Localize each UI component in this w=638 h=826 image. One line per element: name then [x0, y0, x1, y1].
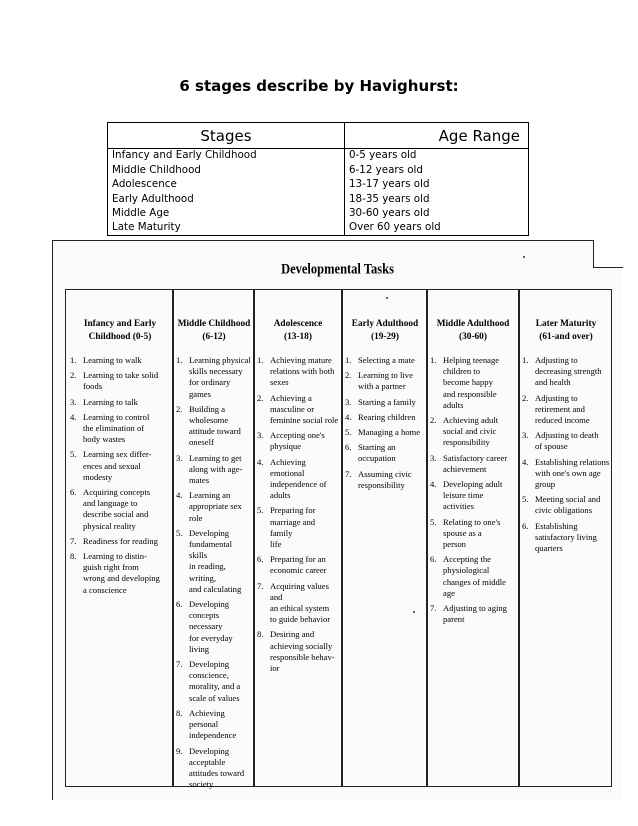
- task-number: 7.: [70, 535, 77, 546]
- task-item: [70, 551, 170, 596]
- task-text: Developing concepts necessary for everyday living: [189, 599, 233, 654]
- task-item: [257, 554, 339, 576]
- task-text: Adjusting to decreasing strength and health: [535, 355, 602, 388]
- task-text: Establishing relations with one's own age group: [535, 456, 610, 490]
- table-row: [108, 178, 529, 193]
- stage-cell: Late Maturity: [108, 221, 345, 236]
- task-number: 5.: [257, 505, 264, 516]
- task-text: Meeting social and civic obligations: [535, 494, 601, 516]
- task-item: [430, 517, 516, 551]
- task-text: Readiness for reading: [83, 535, 158, 546]
- task-text: Achieving a masculine or feminine social role: [270, 392, 339, 426]
- task-number: 8.: [176, 707, 183, 718]
- task-text: Rearing children: [358, 411, 416, 422]
- task-number: 6.: [522, 520, 529, 531]
- tasks-column: [430, 318, 516, 629]
- task-number: 3.: [345, 396, 352, 407]
- task-list: [176, 355, 252, 790]
- task-list: [430, 355, 516, 625]
- task-item: [257, 355, 339, 389]
- task-text: Preparing for marriage and family life: [270, 505, 316, 550]
- task-item: [176, 599, 252, 655]
- task-item: [176, 708, 252, 742]
- age-range-cell: 0-5 years old: [345, 149, 529, 164]
- task-item: [430, 453, 516, 475]
- column-header: Adolescence (13-18): [273, 319, 323, 342]
- task-item: [345, 427, 425, 438]
- task-item: [345, 412, 425, 423]
- task-number: 9.: [176, 745, 183, 756]
- task-number: 6.: [70, 487, 77, 498]
- column-header: Middle Childhood (6-12): [177, 319, 251, 342]
- task-text: Achieving mature relations with both sexes: [270, 355, 335, 388]
- task-item: [70, 370, 170, 392]
- task-text: Establishing satisfactory living quarters: [535, 520, 597, 554]
- age-range-cell: 30-60 years old: [345, 207, 529, 222]
- task-text: Developing conscience, morality, and a scale of values: [189, 659, 241, 703]
- task-item: [176, 355, 252, 400]
- task-number: 1.: [522, 355, 529, 365]
- task-number: 5.: [522, 494, 529, 505]
- stage-cell: Middle Age: [108, 207, 345, 222]
- task-number: 7.: [257, 580, 264, 591]
- task-number: 2.: [176, 403, 183, 414]
- task-item: [522, 494, 610, 516]
- task-item: [176, 404, 252, 449]
- task-list: [70, 355, 170, 596]
- task-text: Preparing for an economic career: [270, 554, 327, 576]
- task-text: Adjusting to death of spouse: [535, 430, 599, 452]
- task-number: 3.: [257, 430, 264, 441]
- task-number: 1.: [257, 355, 264, 365]
- task-text: Acquiring concepts and language to describe social and physical reality: [83, 487, 151, 531]
- stage-cell: Middle Childhood: [108, 163, 345, 178]
- task-item: [257, 581, 339, 626]
- header-age-range: Age Range: [345, 123, 529, 149]
- task-item: [345, 442, 425, 464]
- task-text: Adjusting to aging parent: [443, 603, 507, 625]
- column-divider: [172, 290, 174, 786]
- task-item: [430, 415, 516, 449]
- task-text: Accepting one's physique: [270, 430, 325, 452]
- header-stages: Stages: [108, 123, 345, 149]
- task-text: Adjusting to retirement and reduced income: [535, 392, 590, 426]
- task-text: Learning physical skills necessary for ordinary games: [189, 355, 251, 399]
- task-text: Developing fundamental skills in reading, writing, and calculating: [189, 527, 242, 594]
- task-text: Learning to distin- guish right from wrong and developing a conscience: [83, 551, 160, 595]
- tasks-column: [70, 318, 170, 600]
- task-number: 1.: [430, 355, 437, 365]
- task-text: Learning to live with a partner: [358, 370, 413, 392]
- task-text: Achieving personal independence: [189, 707, 237, 741]
- tasks-grid: [65, 289, 612, 790]
- task-text: Satisfactory career achievement: [443, 452, 508, 474]
- table-row: [108, 192, 529, 207]
- table-row: [108, 149, 529, 164]
- task-item: [257, 457, 339, 502]
- task-item: [522, 457, 610, 491]
- task-number: 4.: [345, 411, 352, 422]
- task-number: 2.: [70, 370, 77, 381]
- task-number: 4.: [176, 490, 183, 501]
- task-number: 2.: [345, 370, 352, 381]
- column-header: Early Adulthood (19-29): [351, 319, 419, 342]
- task-number: 5.: [70, 449, 77, 460]
- task-number: 5.: [176, 527, 183, 538]
- task-item: [522, 393, 610, 427]
- task-list: [345, 355, 425, 491]
- task-number: 5.: [345, 427, 352, 438]
- task-text: Helping teenage children to become happy and responsible adults: [443, 355, 500, 410]
- task-item: [345, 469, 425, 491]
- task-text: Selecting a mate: [358, 355, 415, 365]
- task-item: [430, 355, 516, 411]
- task-text: Developing adult leisure time activities: [443, 479, 503, 512]
- task-number: 1.: [70, 355, 77, 365]
- column-divider: [253, 290, 255, 786]
- task-text: Building a wholesome attitude toward oneself: [189, 403, 241, 448]
- tasks-column: [257, 318, 339, 678]
- page-title: 6 stages describe by Havighurst:: [179, 77, 459, 95]
- task-item: [522, 355, 610, 389]
- task-item: [345, 370, 425, 392]
- task-text: Desiring and achieving socially responsible behav- ior: [270, 629, 335, 674]
- task-text: Achieving adult social and civic responsibility: [443, 415, 499, 448]
- task-text: Learning to take solid foods: [83, 370, 159, 392]
- task-number: 8.: [257, 629, 264, 640]
- task-number: 1.: [176, 355, 183, 365]
- task-number: 2.: [257, 392, 264, 403]
- column-divider: [518, 290, 520, 786]
- task-item: [257, 629, 339, 674]
- task-text: Starting a family: [358, 396, 416, 407]
- age-range-cell: 6-12 years old: [345, 163, 529, 178]
- task-item: [70, 412, 170, 446]
- task-item: [176, 453, 252, 487]
- table-header-row: [108, 123, 529, 149]
- table-row: [108, 207, 529, 222]
- task-number: 3.: [70, 396, 77, 407]
- task-text: Developing acceptable attitudes toward society: [189, 745, 245, 790]
- stages-table: [107, 122, 529, 236]
- task-item: [257, 393, 339, 427]
- task-item: [257, 430, 339, 452]
- table-row: [108, 221, 529, 236]
- column-header: Later Maturity (61-and over): [535, 319, 597, 342]
- task-text: Learning to talk: [83, 396, 138, 407]
- task-number: 7.: [176, 659, 183, 670]
- stage-cell: Early Adulthood: [108, 192, 345, 207]
- task-item: [176, 528, 252, 595]
- task-item: [70, 487, 170, 532]
- task-item: [430, 603, 516, 625]
- column-header: Middle Adulthood (30-60): [436, 319, 510, 342]
- task-item: [70, 397, 170, 408]
- stage-cell: Adolescence: [108, 178, 345, 193]
- task-text: Relating to one's spouse as a person: [443, 516, 501, 550]
- task-number: 4.: [430, 479, 437, 490]
- task-text: Learning an appropriate sex role: [189, 490, 242, 523]
- task-item: [430, 479, 516, 513]
- column-header: Infancy and Early Childhood (0-5): [83, 319, 157, 342]
- age-range-cell: Over 60 years old: [345, 221, 529, 236]
- task-number: 6.: [257, 554, 264, 565]
- task-item: [176, 659, 252, 704]
- task-number: 7.: [345, 468, 352, 479]
- task-number: 3.: [176, 452, 183, 463]
- task-item: [176, 746, 252, 791]
- task-text: Managing a home: [358, 427, 421, 438]
- table-row: [108, 163, 529, 178]
- task-list: [257, 355, 339, 674]
- task-text: Acquiring values and an ethical system to guide behavior: [270, 580, 331, 625]
- task-number: 4.: [522, 456, 529, 467]
- task-number: 3.: [522, 430, 529, 441]
- task-number: 4.: [70, 411, 77, 422]
- task-item: [70, 449, 170, 483]
- task-number: 8.: [70, 551, 77, 562]
- stage-cell: Infancy and Early Childhood: [108, 149, 345, 164]
- task-text: Achieving emotional independence of adults: [270, 456, 327, 501]
- figure-heading: Developmental Tasks: [281, 260, 394, 277]
- task-item: [70, 355, 170, 366]
- task-list: [522, 355, 610, 554]
- task-text: Learning to walk: [83, 355, 142, 365]
- tasks-column: [176, 318, 252, 794]
- column-divider: [341, 290, 343, 786]
- task-text: Learning sex differ- ences and sexual modesty: [83, 449, 152, 482]
- task-number: 1.: [345, 355, 352, 365]
- task-number: 6.: [430, 554, 437, 565]
- task-item: [522, 430, 610, 452]
- task-item: [257, 505, 339, 550]
- task-number: 4.: [257, 456, 264, 467]
- age-range-cell: 13-17 years old: [345, 178, 529, 193]
- task-item: [522, 521, 610, 555]
- task-number: 6.: [176, 599, 183, 610]
- column-divider: [426, 290, 428, 786]
- task-text: Starting an occupation: [358, 442, 396, 464]
- task-text: Learning to control the elimination of body wastes: [83, 411, 150, 445]
- task-number: 3.: [430, 452, 437, 463]
- task-item: [70, 536, 170, 547]
- task-item: [176, 490, 252, 524]
- task-number: 5.: [430, 516, 437, 527]
- task-number: 6.: [345, 442, 352, 453]
- developmental-tasks-figure: [52, 240, 622, 800]
- task-number: 7.: [430, 603, 437, 614]
- scan-speck: [523, 256, 525, 258]
- task-item: [430, 554, 516, 599]
- task-text: Learning to get along with age- mates: [189, 452, 243, 486]
- age-range-cell: 18-35 years old: [345, 192, 529, 207]
- task-number: 2.: [522, 392, 529, 403]
- tasks-column: [522, 318, 610, 558]
- task-text: Accepting the physiological changes of middle age: [443, 554, 507, 598]
- task-text: Assuming civic responsibility: [358, 468, 412, 490]
- task-item: [345, 397, 425, 408]
- tasks-column: [345, 318, 425, 495]
- task-number: 2.: [430, 415, 437, 426]
- task-item: [345, 355, 425, 366]
